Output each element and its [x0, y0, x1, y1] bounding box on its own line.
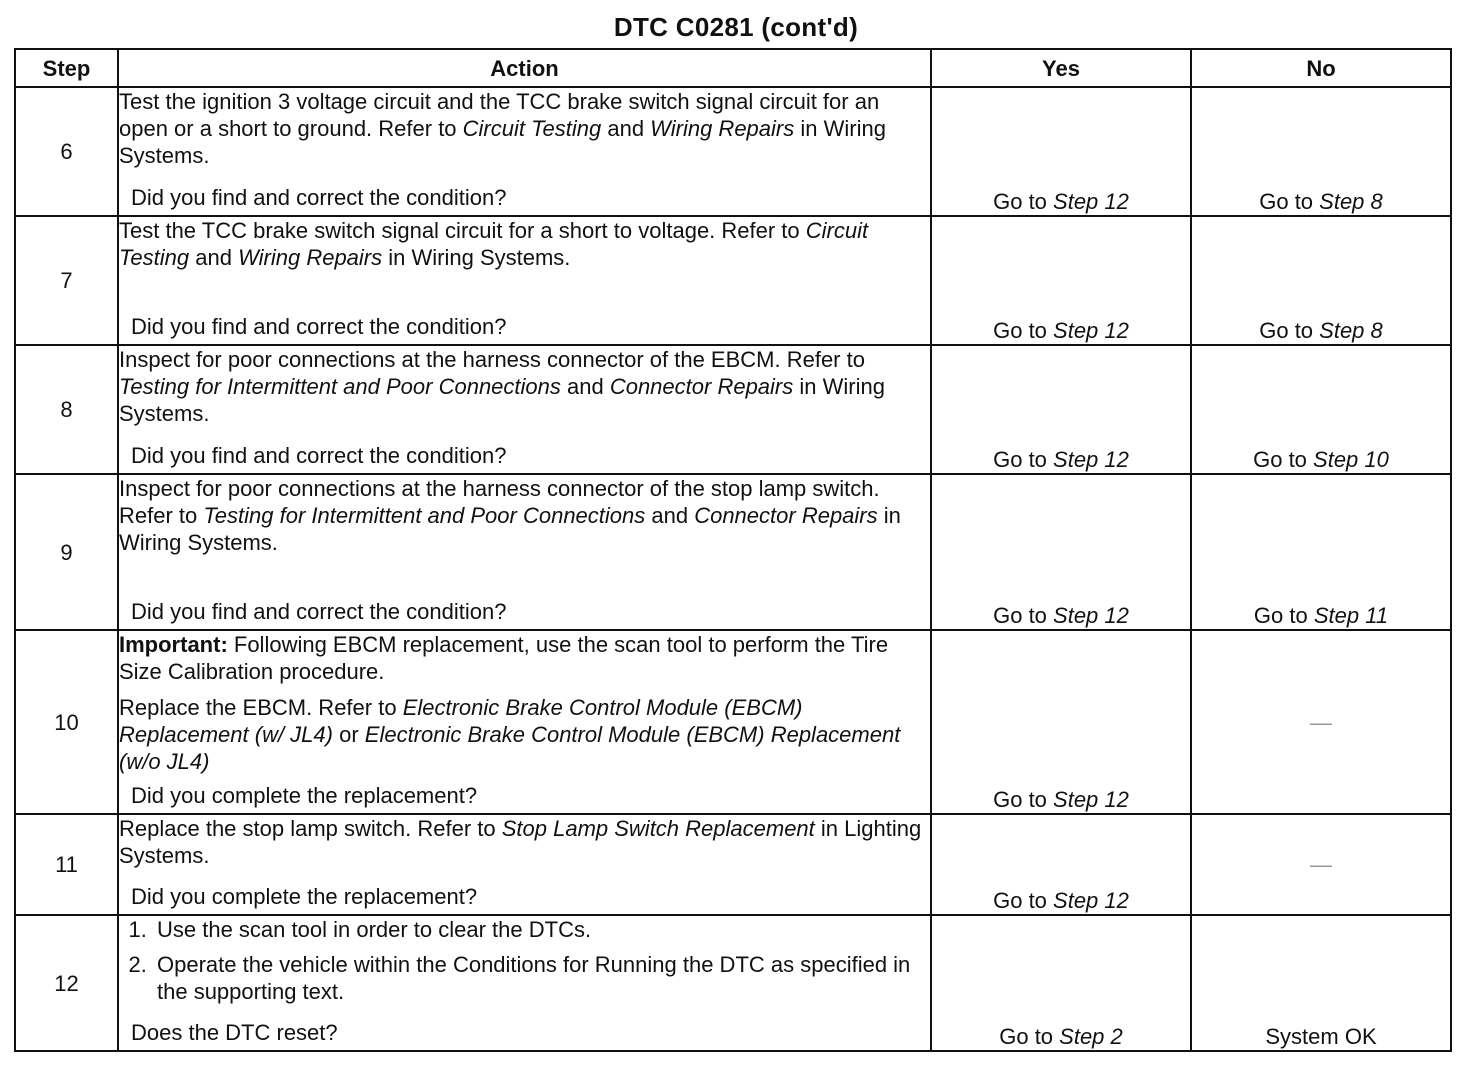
- step-number: 9: [15, 474, 118, 630]
- no-cell: Go to Step 10: [1191, 345, 1451, 474]
- yes-cell: Go to Step 12: [931, 345, 1191, 474]
- diagnostic-table: [14, 48, 1452, 1052]
- list-item: 2. Operate the vehicle within the Conditions for Running the DTC as specified in the supporting text.: [153, 951, 930, 1005]
- step-number: 8: [15, 345, 118, 474]
- step-number: 6: [15, 87, 118, 216]
- reference-link[interactable]: Connector Repairs: [609, 374, 794, 399]
- action-cell: [118, 216, 931, 345]
- action-text: Test the ignition 3 voltage circuit and the TCC brake switch signal circuit for an open or a short to ground. Refer to Circuit Testing and Wiring Repairs in Wiring Systems.: [119, 89, 886, 168]
- action-cell: [118, 630, 931, 814]
- table-row: [15, 345, 1451, 474]
- reference-link[interactable]: Wiring Repairs: [238, 245, 383, 270]
- action-question: Did you complete the replacement?: [131, 884, 478, 909]
- reference-link[interactable]: Circuit Testing: [462, 116, 602, 141]
- yes-cell: Go to Step 2: [931, 915, 1191, 1051]
- action-cell: [118, 814, 931, 915]
- system-ok-text: System OK: [1265, 1024, 1377, 1049]
- action-question: Does the DTC reset?: [131, 1020, 338, 1045]
- reference-link[interactable]: Electronic Brake Control Module (EBCM) Replacement (w/o JL4): [119, 722, 901, 774]
- step-number: 10: [15, 630, 118, 814]
- yes-cell: Go to Step 12: [931, 474, 1191, 630]
- table-row: [15, 216, 1451, 345]
- step-number: 11: [15, 814, 118, 915]
- reference-link[interactable]: Circuit Testing: [119, 218, 869, 270]
- step-number: 7: [15, 216, 118, 345]
- action-cell: [118, 345, 931, 474]
- no-cell: Go to Step 11: [1191, 474, 1451, 630]
- step-link[interactable]: Step 2: [1059, 1024, 1123, 1049]
- action-text: Inspect for poor connections at the harness connector of the stop lamp switch. Refer to Testing for Intermittent and Poor Connections and Connector Repairs in Wiring Systems.: [119, 476, 901, 555]
- yes-cell: Go to Step 12: [931, 814, 1191, 915]
- action-text: Test the TCC brake switch signal circuit for a short to voltage. Refer to Circuit Testing and Wiring Repairs in Wiring Systems.: [119, 218, 869, 270]
- reference-link[interactable]: Testing for Intermittent and Poor Connections: [119, 374, 561, 399]
- step-link[interactable]: Step 8: [1319, 189, 1383, 214]
- reference-link[interactable]: Wiring Repairs: [650, 116, 795, 141]
- column-header-action: Action: [118, 49, 931, 87]
- column-header-no: No: [1191, 49, 1451, 87]
- list-item: 1. Use the scan tool in order to clear the DTCs.: [153, 916, 930, 943]
- important-note: Important: Following EBCM replacement, use the scan tool to perform the Tire Size Calibration procedure.: [119, 632, 889, 684]
- no-action-dash: —: [1310, 852, 1332, 877]
- step-link[interactable]: Step 12: [1053, 787, 1129, 812]
- reference-link[interactable]: Electronic Brake Control Module (EBCM) Replacement (w/ JL4): [119, 695, 803, 747]
- action-text: Replace the stop lamp switch. Refer to Stop Lamp Switch Replacement in Lighting Systems.: [119, 816, 922, 868]
- action-cell: [118, 87, 931, 216]
- column-header-yes: Yes: [931, 49, 1191, 87]
- no-cell: Go to Step 8: [1191, 216, 1451, 345]
- step-link[interactable]: Step 12: [1053, 189, 1129, 214]
- step-link[interactable]: Step 12: [1053, 888, 1129, 913]
- procedure-list: [119, 916, 930, 1005]
- column-header-step: Step: [15, 49, 118, 87]
- no-action-dash: —: [1310, 709, 1332, 735]
- action-question: Did you find and correct the condition?: [131, 314, 507, 339]
- table-row: [15, 630, 1451, 814]
- step-link[interactable]: Step 8: [1319, 318, 1383, 343]
- table-row: [15, 87, 1451, 216]
- table-header-row: [15, 49, 1451, 87]
- step-number: 12: [15, 915, 118, 1051]
- no-cell: [1191, 915, 1451, 1051]
- yes-cell: Go to Step 12: [931, 630, 1191, 814]
- step-link[interactable]: Step 10: [1313, 447, 1389, 472]
- action-text: Important: Following EBCM replacement, use the scan tool to perform the Tire Size Calibration procedure. Replace the EBCM. Refer to Electronic Brake Control Module (EBCM) Replacement (w/ JL4) or Electronic Brake Control Module (EBCM) Replacement (w/o JL4): [119, 631, 930, 775]
- action-question: Did you find and correct the condition?: [131, 185, 507, 210]
- reference-link[interactable]: Connector Repairs: [694, 503, 878, 528]
- yes-cell: Go to Step 12: [931, 87, 1191, 216]
- no-cell: [1191, 630, 1451, 814]
- action-question: Did you find and correct the condition?: [131, 443, 507, 468]
- page-title: DTC C0281 (cont'd): [613, 12, 859, 42]
- action-question: Did you find and correct the condition?: [131, 599, 507, 624]
- step-link[interactable]: Step 11: [1313, 603, 1389, 628]
- table-row: [15, 915, 1451, 1051]
- table-row: [15, 814, 1451, 915]
- action-cell: [118, 915, 931, 1051]
- no-cell: Go to Step 8: [1191, 87, 1451, 216]
- action-text: [119, 916, 930, 1005]
- action-cell: [118, 474, 931, 630]
- reference-link[interactable]: Stop Lamp Switch Replacement: [501, 816, 815, 841]
- step-link[interactable]: Step 12: [1053, 447, 1129, 472]
- yes-cell: Go to Step 12: [931, 216, 1191, 345]
- no-cell: [1191, 814, 1451, 915]
- action-question: Did you complete the replacement?: [131, 783, 478, 808]
- step-link[interactable]: Step 12: [1053, 603, 1129, 628]
- step-link[interactable]: Step 12: [1053, 318, 1129, 343]
- table-row: [15, 474, 1451, 630]
- action-text: Inspect for poor connections at the harness connector of the EBCM. Refer to Testing for Intermittent and Poor Connections and Connector Repairs in Wiring Systems.: [119, 347, 885, 426]
- reference-link[interactable]: Testing for Intermittent and Poor Connections: [203, 503, 646, 528]
